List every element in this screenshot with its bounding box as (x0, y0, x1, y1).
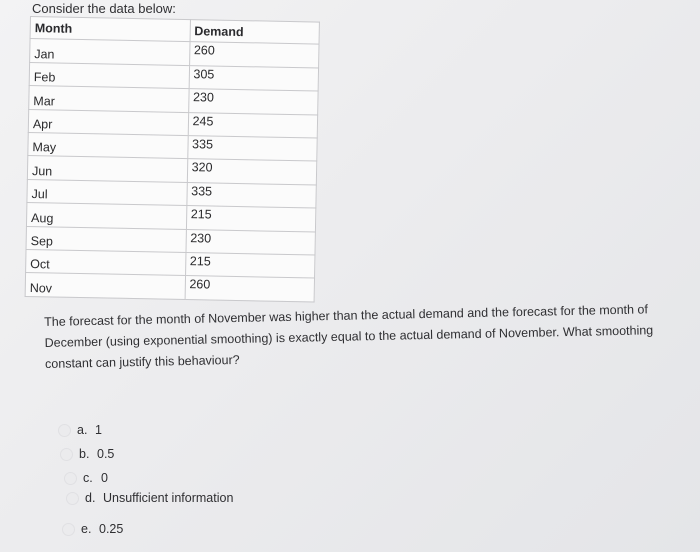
question-line: December (using exponential smoothing) is exactly equal to the actual demand of November. What smoothing (44, 323, 654, 350)
month-cell: Feb (29, 62, 189, 88)
option-text: 0 (101, 471, 108, 485)
question-text (44, 299, 657, 375)
demand-cell: 245 (188, 112, 318, 138)
month-cell: Jan (30, 39, 190, 65)
month-cell: May (28, 132, 188, 158)
month-cell: Jul (27, 179, 187, 205)
month-cell: Mar (29, 86, 189, 112)
month-header: Month (30, 17, 190, 42)
table-row (25, 273, 314, 302)
month-cell: Apr (28, 109, 188, 135)
demand-cell: 335 (186, 182, 316, 208)
option-a[interactable] (58, 420, 102, 440)
option-text: 0.25 (99, 522, 124, 536)
option-c[interactable] (64, 468, 108, 488)
option-d[interactable] (66, 488, 233, 508)
demand-cell: 260 (189, 42, 319, 68)
option-b[interactable] (60, 444, 114, 464)
option-letter: d. (85, 491, 96, 505)
radio-button[interactable] (60, 448, 73, 461)
option-letter: c. (83, 471, 93, 485)
option-letter: e. (81, 522, 92, 536)
option-text: 0.5 (97, 447, 115, 461)
option-text: 1 (95, 423, 102, 437)
month-cell: Jun (27, 156, 187, 182)
question-line: constant can justify this behaviour? (44, 352, 240, 371)
radio-button[interactable] (64, 472, 77, 485)
radio-button[interactable] (58, 424, 71, 437)
demand-cell: 305 (189, 65, 319, 91)
month-cell: Nov (25, 273, 185, 299)
demand-cell: 230 (188, 89, 318, 115)
month-cell: Oct (26, 249, 186, 275)
radio-button[interactable] (66, 492, 79, 505)
question-line: The forecast for the month of November was higher than the actual demand and the forecast for the month of (44, 302, 649, 329)
option-letter: b. (79, 447, 90, 461)
demand-table (25, 16, 320, 302)
radio-button[interactable] (62, 523, 75, 536)
demand-cell: 260 (185, 276, 315, 302)
option-letter: a. (77, 423, 88, 437)
option-text: Unsufficient information (103, 491, 234, 505)
month-cell: Sep (26, 226, 186, 252)
demand-header: Demand (190, 20, 320, 45)
demand-cell: 320 (187, 159, 317, 185)
option-e[interactable] (62, 519, 123, 539)
demand-cell: 215 (186, 206, 316, 232)
intro-text: Consider the data below: (32, 1, 176, 16)
demand-cell: 230 (186, 229, 316, 255)
month-cell: Aug (26, 203, 186, 229)
demand-cell: 215 (185, 252, 315, 278)
demand-cell: 335 (187, 136, 317, 162)
